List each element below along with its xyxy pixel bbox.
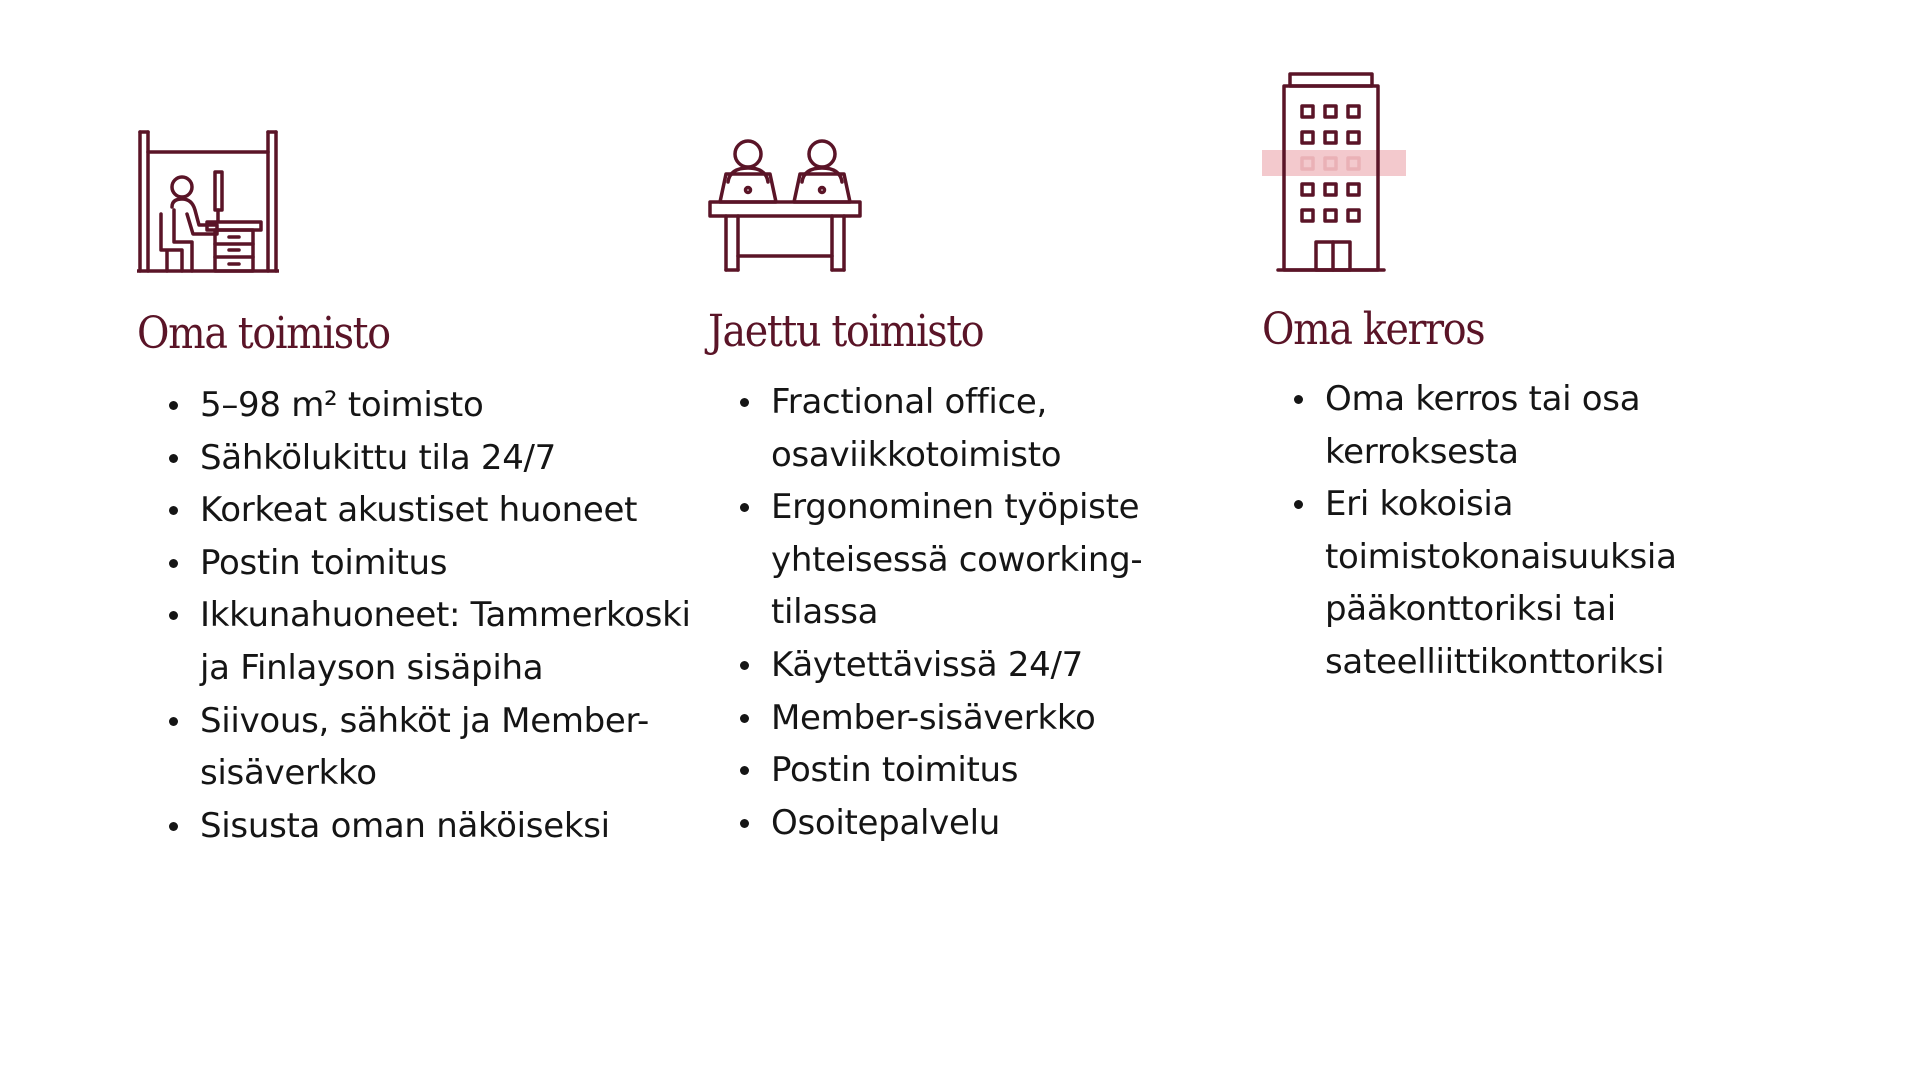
list-item: Eri kokoisia toimistokonaisuuksia pääkonttoriksi tai sateelliittikonttoriksi	[1325, 478, 1725, 688]
list-item: Sisusta oman näköiseksi	[200, 800, 710, 853]
list-item: Ergonominen työpiste yhteisessä coworking-tilassa	[771, 481, 1171, 639]
column-title: Oma toimisto	[137, 308, 390, 359]
list-item: Sähkölukittu tila 24/7	[200, 432, 710, 485]
office-building-icon	[1262, 70, 1412, 276]
list-item: Member-sisäverkko	[771, 692, 1171, 745]
feature-list	[771, 376, 1171, 849]
list-item: Oma kerros tai osa kerroksesta	[1325, 373, 1725, 478]
list-item: Osoitepalvelu	[771, 797, 1171, 850]
column-title: Jaettu toimisto	[708, 306, 984, 357]
feature-list	[200, 379, 710, 852]
list-item: Käytettävissä 24/7	[771, 639, 1171, 692]
list-item: Korkeat akustiset huoneet	[200, 484, 710, 537]
list-item: Fractional office, osaviikkotoimisto	[771, 376, 1171, 481]
office-cubicle-icon	[137, 130, 279, 274]
list-item: Siivous, sähköt ja Member-sisäverkko	[200, 695, 710, 800]
list-item: Postin toimitus	[771, 744, 1171, 797]
feature-list	[1325, 373, 1725, 689]
list-item: 5–98 m² toimisto	[200, 379, 710, 432]
list-item: Ikkunahuoneet: Tammerkoski ja Finlayson sisäpiha	[200, 589, 710, 694]
shared-desk-icon	[708, 138, 862, 274]
column-title: Oma kerros	[1262, 304, 1485, 355]
list-item: Postin toimitus	[200, 537, 710, 590]
